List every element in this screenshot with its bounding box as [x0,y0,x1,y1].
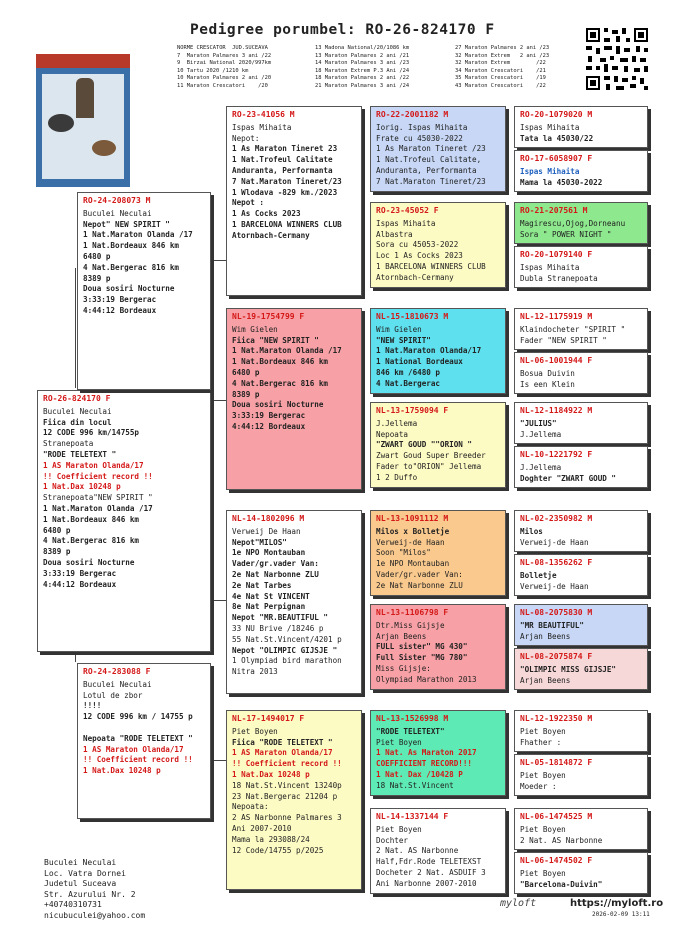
card-line: Ani 2007-2010 [232,823,292,833]
card-line: COEFFICIENT RECORD!!! [376,759,473,769]
card-ggs1[interactable] [514,106,648,148]
card-line: Arjan Beens [376,631,427,641]
print-date: 2026-02-09 13:11 [592,911,650,918]
card-line: 1 Nat.Bordeaux 846 km [43,514,140,524]
ring-number: NL-12-1922350 M [520,714,593,723]
card-ggd2[interactable] [514,246,648,288]
ring-number: NL-13-1091112 M [376,514,449,523]
ring-number: NL-12-1184922 M [520,406,593,415]
card-line: Arjan Beens [520,631,571,641]
card-line: Nepoata "RODE TELETEXT " [83,733,193,743]
card-line: 2 Nat. AS Narbonne [520,835,603,845]
card-line: 12 CODE 996 km / 14755 p [83,712,193,722]
card-line: 1 As Maraton Tineret /23 [376,144,486,154]
ring-number: NL-06-1474525 M [520,812,593,821]
card-line: 18 Nat.St.Vincent [376,780,454,790]
card-line: Soon "Milos" [376,548,431,558]
card-line: 4 Nat.Bergerac [376,378,441,388]
card-line: Mama la 45030-2022 [520,177,603,187]
card-line: "ZWART GOUD ""ORION " [376,440,473,450]
card-line: Stranepoata"NEW SPIRIT " [43,493,153,503]
ring-number: NL-13-1106798 F [376,608,449,617]
card-line: Miss Gijsje: [376,663,431,673]
card-line: 1 Nat.Trofeul Calitate [232,155,333,165]
pigeon-poster-image [36,54,130,187]
card-line: Buculei Neculai [43,406,112,416]
card-line: 8389 p [83,273,111,283]
card-line: 23 Nat.Bergerac 21204 p [232,791,338,801]
card-line: Nepot "OLIMPIC GIJSJE " [232,645,338,655]
card-line: 1 Nat.Dax 10248 p [232,769,310,779]
ring-number: RO-17-6058907 F [520,154,593,163]
card-line: 1 Nat. As Maraton 2017 [376,748,477,758]
card-ggd4[interactable] [514,446,648,488]
card-line: 1 AS Maraton Olanda/17 [83,744,184,754]
card-line: Vader/gr.vader Van: [376,569,463,579]
ring-number: RO-20-1079020 M [520,110,593,119]
ring-number: RO-26-824170 F [43,394,111,403]
card-line: "RODE TELETEXT" [376,726,445,736]
card-line: Magirescu,Ojog,Dorneanu [520,218,626,228]
card-line: "Barcelona-Duivin" [520,879,603,889]
card-line: 1 Nat.Dax 10248 p [43,482,121,492]
ring-number: NL-12-1175919 M [520,312,593,321]
card-dam[interactable] [77,663,211,819]
card-gs4[interactable] [226,710,362,890]
ring-number: NL-17-1494017 F [232,714,305,723]
connector-line [210,600,226,601]
card-line: Iorig. Ispas Mihaita [376,122,468,132]
card-line: Ispas Mihaita [232,122,292,132]
card-line: Bolletje [520,570,557,580]
card-line: Doghter "ZWART GOUD " [520,473,617,483]
card-line: Ispas Mihaita [376,218,436,228]
card-line: Ispas Mihaita [520,122,580,132]
card-ggs8[interactable] [514,808,648,850]
card-line: 1 Nat.Bordeaux 846 km [83,241,180,251]
connector-line [75,268,76,388]
card-line: Verweij-de Haan [520,581,589,591]
page-title: Pedigree porumbel: RO-26-824170 F [190,22,495,38]
myloft-logo: myloft [500,898,537,909]
card-line: Tata la 45030/22 [520,133,594,143]
card-line: 1 Nat.Maraton Olanda /17 [43,503,153,513]
card-line: Verweij De Haan [232,526,301,536]
card-line: Fhather : [520,737,562,747]
card-line: "NEW SPIRIT" [376,335,431,345]
card-line: Nitra 2013 [232,667,278,677]
card-subject[interactable] [37,390,211,652]
card-line: 6480 p [43,525,71,535]
card-line: !! Coefficient record !! [43,471,153,481]
card-g7[interactable] [370,710,506,796]
card-line: Klaindocheter "SPIRIT " [520,324,626,334]
card-line: 8389 p [232,389,260,399]
card-line: Piet Boyen [376,737,422,747]
card-ggs3[interactable] [514,308,648,350]
card-ggd5[interactable] [514,554,648,596]
connector-line [210,400,226,401]
ring-number: RO-23-41056 M [232,110,295,119]
card-line: Albastra [376,229,413,239]
ring-number: NL-13-1526998 M [376,714,449,723]
card-line: !!!! [83,701,102,711]
ring-number: RO-21-207561 M [520,206,588,215]
card-line: Piet Boyen [520,868,566,878]
ring-number: NL-08-1356262 F [520,558,593,567]
card-line: 1 AS Maraton Olanda/17 [232,748,333,758]
card-line: Stranepoata [43,439,94,449]
card-line: Nepoata [376,429,409,439]
breeder-standings-col-2: 13 Madona National/20/1086 km 13 Maraton Palmares 2 ani /21 14 Maraton Palmares 3 ani /23 18 Maraton Extrem P.3 Ani /24 18 Maraton Palmares 2 ani /22 21 Maraton Palmares 3 ani /24 [315,45,410,89]
card-line: Piet Boyen [232,726,278,736]
card-line: Doua sosiri Nocturne [232,400,324,410]
card-line: Mama la 293088/24 [232,834,310,844]
card-line: Anduranta, Performanta [376,165,477,175]
ring-number: NL-13-1759094 F [376,406,449,415]
card-line: 8e Nat Perpignan [232,602,306,612]
card-line: Verweij-de Haan [376,537,445,547]
card-sire[interactable] [77,192,211,390]
card-line: Ani Narbonne 2007-2010 [376,878,477,888]
card-line: 33 NU Brive /18246 p [232,623,324,633]
card-ggs7[interactable] [514,710,648,752]
card-line: 3:33:19 Bergerac [232,411,306,421]
ring-number: NL-14-1802096 M [232,514,305,523]
card-line: J.Jellema [520,462,562,472]
card-line: Piet Boyen [376,824,422,834]
card-line: "JULIUS" [520,418,557,428]
card-line: Zwart Goud Super Breeder [376,451,486,461]
ring-number: NL-06-1001944 F [520,356,593,365]
card-gs3[interactable] [226,510,362,694]
card-line: 1 Nat.Dax 10248 p [83,766,161,776]
card-line: 7 Nat.Maraton Tineret/23 [232,176,342,186]
card-line: 8389 p [43,547,71,557]
card-line: 4:44:12 Bordeaux [83,305,157,315]
connector-line [210,260,226,261]
card-line: Verweij-de Haan [520,537,589,547]
breeder-standings-col-1: NORME CRESCATOR JUD.SUCEAVA 7 Maraton Palmares 3 ani /22 9 Birzai National 2020/997km 10 Tartu 2020 /1210 km 10 Maraton Palmares 2 ani /20 11 Maraton Crescatori /20 [177,45,272,89]
card-line: Fader "NEW SPIRIT " [520,335,607,345]
card-line: 55 Nat.St.Vincent/4201 p [232,634,342,644]
card-line: 1 Nat. Dax /10428 P [376,769,463,779]
card-line: Nepot "MR.BEAUTIFUL " [232,613,329,623]
card-ggs4[interactable] [514,402,648,444]
breeder-standings-col-3: 27 Maraton Palmares 2 ani /23 32 Maraton Extrem 2 ani /23 32 Maraton Extrem /22 34 Maraton Crescatori /21 35 Maraton Crescatori /19 43 Maraton Crescatori /22 [455,45,550,89]
card-line: 1 Nat.Trofeul Calitate, [376,155,482,165]
card-g2[interactable] [370,202,506,288]
connector-line [210,760,226,761]
card-line: 2e Nat Tarbes [232,580,292,590]
card-line: Nepot"MILOS" [232,537,287,547]
card-line: 3:33:19 Bergerac [43,568,117,578]
card-line: Ispas Mihaita [520,166,580,176]
card-line: Fiica "NEW SPIRIT " [232,335,319,345]
card-line: 1 2 Duffo [376,472,418,482]
card-line: Wim Gielen [232,324,278,334]
card-line: 4 Nat.Bergerac 816 km [232,378,329,388]
card-g3[interactable] [370,308,506,394]
card-line: 2e Nat Narbonne ZLU [232,569,319,579]
ring-number: RO-22-2001182 M [376,110,449,119]
card-line: J.Jellema [520,429,562,439]
card-line: 2e Nat Narbonne ZLU [376,580,463,590]
ring-number: NL-06-1474502 F [520,856,593,865]
card-line: Arjan Beens [520,675,571,685]
card-line: "OLIMPIC MISS GIJSJE" [520,664,617,674]
card-line: 1 Wlodava -829 km./2023 [232,187,338,197]
card-line: 1 As Maraton Tineret 23 [232,144,338,154]
ring-number: NL-05-1814872 F [520,758,593,767]
card-ggd8[interactable] [514,852,648,894]
card-line: !! Coefficient record !! [232,759,342,769]
card-ggs5[interactable] [514,510,648,552]
card-line: Loc 1 As Cocks 2023 [376,251,463,261]
card-line [83,723,205,734]
ring-number: NL-02-2350982 M [520,514,593,523]
card-line: 4 Nat.Bergerac 816 km [83,262,180,272]
card-line: Olympiad Marathon 2013 [376,674,477,684]
ring-number: NL-14-1337144 F [376,812,449,821]
card-line: Frate cu 45030-2022 [376,133,463,143]
card-line: 4 Nat.Bergerac 816 km [43,536,140,546]
card-line: 12 Code/14755 p/2025 [232,845,324,855]
card-line: Full Sister "MG 780" [376,653,468,663]
card-line: 2 AS Narbonne Palmares 3 [232,813,342,823]
breeder-contact: Buculei Neculai Loc. Vatra Dornei Judetul Suceava Str. Azurului Nr. 2 +40740310731 nicubuculei@yahoo.com [44,858,146,920]
card-line: 4e Nat St VINCENT [232,591,310,601]
card-g6[interactable] [370,604,506,690]
card-line: Nepoata: [232,802,269,812]
card-line: 1 As Cocks 2023 [232,209,301,219]
card-line: 3:33:19 Bergerac [83,295,157,305]
card-line: 1 National Bordeaux [376,357,463,367]
card-g1[interactable] [370,106,506,192]
ring-number: NL-08-2075874 F [520,652,593,661]
card-line: 1 Olympiad bird marathon [232,656,342,666]
card-line: Doua sosiri Nocturne [43,557,135,567]
card-line: Lotul de zbor [83,690,143,700]
card-line: Dochter [376,835,409,845]
card-line: 1 Nat.Maraton Olanda /17 [83,230,193,240]
card-line: Fader to"ORION" Jellema [376,461,482,471]
card-g4[interactable] [370,402,506,488]
card-line: Anduranta, Performanta [232,165,333,175]
card-line: Dtr.Miss Gijsje [376,620,445,630]
card-line: 6480 p [232,367,260,377]
card-line: Dubla Stranepoata [520,273,598,283]
card-line: Ispas Mihaita [520,262,580,272]
card-line: 2 Nat. AS Narbonne [376,846,459,856]
card-line: Half,Fdr.Rode TELETEXST [376,857,482,867]
ring-number: RO-24-283088 F [83,667,151,676]
card-line: Piet Boyen [520,824,566,834]
card-ggd3[interactable] [514,352,648,394]
card-line: 1 Nat.Bordeaux 846 km [232,357,329,367]
card-line: Is een Klein [520,379,575,389]
card-line: Piet Boyen [520,726,566,736]
card-gs2[interactable] [226,308,362,490]
ring-number: NL-19-1754799 F [232,312,305,321]
card-ggd1[interactable] [514,150,648,192]
card-ggd6[interactable] [514,648,648,690]
card-ggs6[interactable] [514,604,648,646]
card-line: 4:44:12 Bordeaux [232,421,306,431]
card-line: Moeder : [520,781,557,791]
ring-number: RO-20-1079140 F [520,250,593,259]
card-line: Docheter 2 Nat. ASDUIF 3 [376,867,486,877]
card-g8[interactable] [370,808,506,894]
card-line: 1 BARCELONA WINNERS CLUB [376,261,486,271]
card-line: Nepot: [232,133,260,143]
qr-code-icon[interactable] [584,26,650,92]
ring-number: RO-23-45052 F [376,206,439,215]
card-line: FULL sister" MG 430" [376,642,468,652]
card-line: 12 CODE 996 km/14755p [43,428,140,438]
card-line: Sora " POWER NIGHT " [520,229,612,239]
card-line: Nepot : [232,198,265,208]
card-line: 1 Nat.Maraton Olanda/17 [376,346,482,356]
card-line: 4:44:12 Bordeaux [43,579,117,589]
card-line: Nepot" NEW SPIRIT " [83,219,170,229]
card-line: Piet Boyen [520,770,566,780]
card-ggd7[interactable] [514,754,648,796]
card-line: 1e NPO Montauban [376,559,450,569]
card-line: "RODE TELETEXT " [43,449,117,459]
card-line: Sora cu 45053-2022 [376,240,459,250]
card-line: J.Jellema [376,418,418,428]
site-link[interactable]: https://myloft.ro [570,898,664,909]
card-line: Milos [520,526,543,536]
card-line: Doua sosiri Nocturne [83,284,175,294]
card-line: Vader/gr.vader Van: [232,559,319,569]
card-line: 7 Nat.Maraton Tineret/23 [376,176,486,186]
card-line: Buculei Neculai [83,208,152,218]
card-line: 1 AS Maraton Olanda/17 [43,460,144,470]
card-line: !! Coefficient record !! [83,755,193,765]
ring-number: NL-10-1221792 F [520,450,593,459]
card-line: 1e NPO Montauban [232,548,306,558]
card-line: Milos x Bolletje [376,526,450,536]
card-gs1[interactable] [226,106,362,296]
card-line: Fiica "RODE TELETEXT " [232,737,333,747]
card-line: 1 BARCELONA WINNERS CLUB [232,219,342,229]
card-line: Wim Gielen [376,324,422,334]
card-line: Fiica din locul [43,417,112,427]
card-ggs2[interactable] [514,202,648,244]
ring-number: RO-24-208073 M [83,196,151,205]
card-line: Bosua Duivin [520,368,575,378]
card-line: 18 Nat.St.Vincent 13240p [232,780,342,790]
card-line: "MR BEAUTIFUL" [520,620,585,630]
card-line: Atornbach-Cermany [232,230,310,240]
card-line: 846 km /6480 p [376,367,441,377]
card-line: Atornbach-Cermany [376,272,454,282]
card-line: 6480 p [83,251,111,261]
ring-number: NL-08-2075830 M [520,608,593,617]
ring-number: NL-15-1810673 M [376,312,449,321]
card-line: 1 Nat.Maraton Olanda /17 [232,346,342,356]
card-line: Buculei Neculai [83,679,152,689]
card-g5[interactable] [370,510,506,596]
